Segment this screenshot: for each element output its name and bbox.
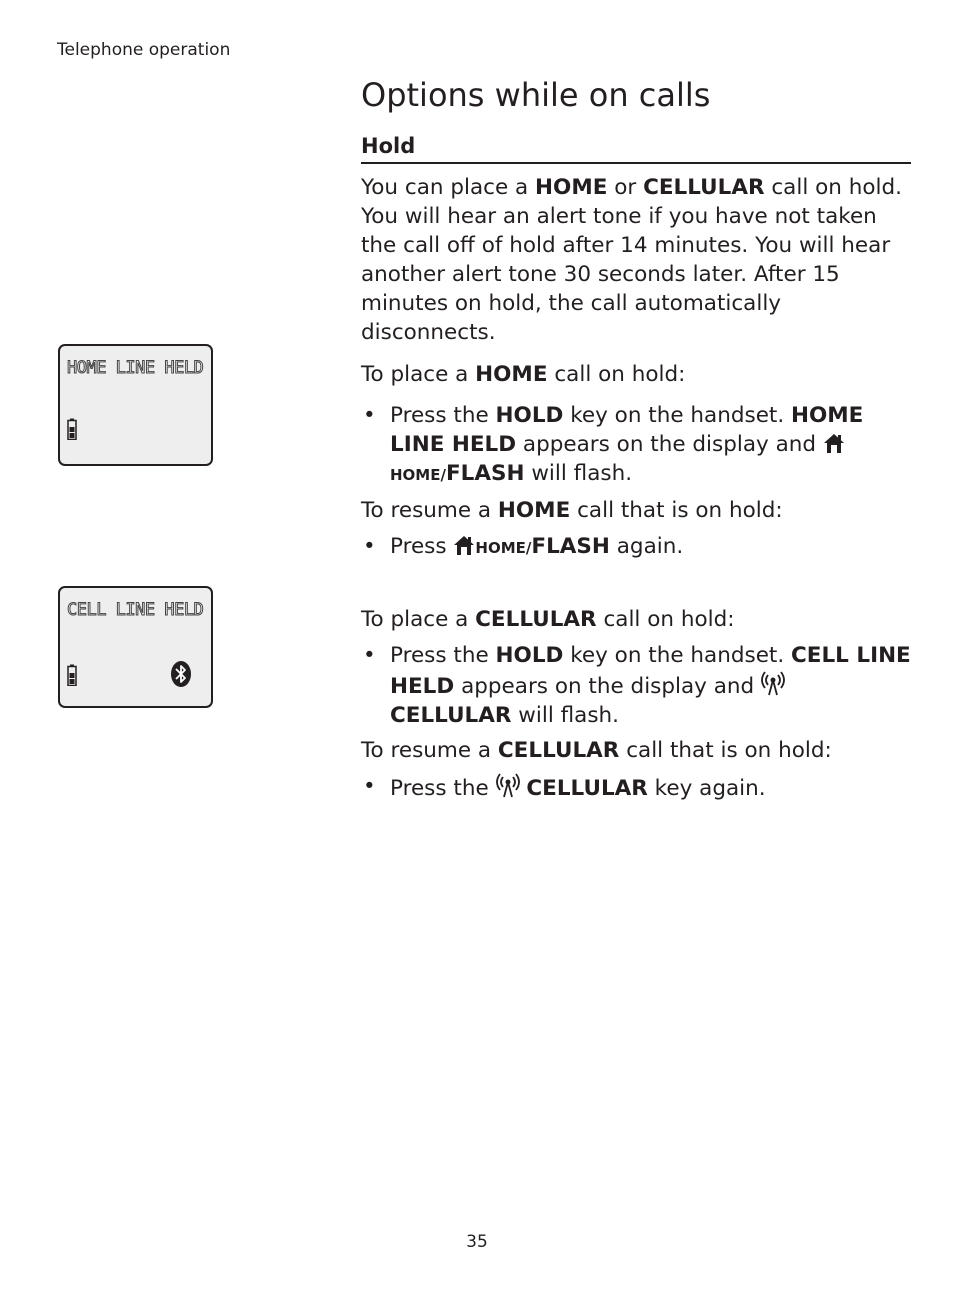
key-home: HOME	[497, 498, 571, 523]
text: To resume a	[361, 738, 498, 763]
list-item	[361, 772, 911, 803]
text: call that is on hold:	[570, 498, 783, 523]
display-text-cell-line-held: CELL LINE HELD	[390, 643, 911, 699]
key-home-label: HOME/	[390, 466, 446, 484]
text: call on hold:	[596, 607, 735, 632]
text: To place a	[361, 607, 476, 632]
key-cellular: CELLULAR	[497, 738, 620, 763]
text: Press the	[390, 643, 496, 668]
text: You can place a	[361, 175, 536, 200]
lcd-text: HOME LINE HELD	[67, 358, 204, 378]
key-cellular: CELLULAR	[643, 175, 765, 200]
text: call that is on hold:	[619, 738, 832, 763]
display-text-home-line-held: HOME LINE HELD	[390, 403, 864, 457]
home-resume-steps	[361, 532, 911, 563]
running-header: Telephone operation	[57, 40, 231, 60]
battery-icon	[67, 664, 77, 686]
key-home: HOME	[475, 362, 548, 387]
text: appears on the display and	[516, 432, 823, 457]
key-flash-label: FLASH	[531, 534, 610, 559]
page-title: Options while on calls	[361, 76, 711, 114]
home-icon	[823, 432, 845, 454]
home-hold-steps	[361, 401, 911, 490]
cell-hold-lead	[361, 605, 911, 634]
key-home-label: HOME/	[475, 539, 532, 557]
list-item	[361, 641, 911, 730]
cell-hold-steps	[361, 641, 911, 730]
home-resume-lead	[361, 496, 911, 525]
home-hold-lead	[361, 360, 911, 389]
text: key again.	[647, 776, 766, 801]
key-hold: HOLD	[495, 403, 564, 428]
cell-resume-lead	[361, 736, 911, 765]
page-number: 35	[466, 1232, 488, 1252]
section-heading-hold: Hold	[361, 134, 911, 164]
text: call on hold. You will hear an alert tone if you have not taken the call off of hold after 14 minutes. You will hear another alert tone 30 seconds later. After 15 minutes on hold, the call automatically disconnects.	[361, 175, 902, 345]
list-item	[361, 532, 911, 563]
home-flash-key	[453, 534, 609, 559]
lcd-text: CELL LINE HELD	[67, 600, 204, 620]
list-item	[361, 401, 911, 490]
text: or	[607, 175, 644, 200]
text: will flash.	[511, 703, 620, 728]
text: will flash.	[524, 461, 633, 486]
intro-paragraph	[361, 173, 911, 347]
text: To place a	[361, 362, 476, 387]
cellular-icon	[761, 670, 785, 696]
key-cellular: CELLULAR	[390, 703, 512, 728]
text: Press the	[390, 403, 496, 428]
text: call on hold:	[547, 362, 686, 387]
key-flash-label: FLASH	[445, 461, 525, 486]
home-icon	[453, 534, 475, 556]
bluetooth-icon	[170, 660, 192, 688]
text: To resume a	[361, 498, 498, 523]
text: Press the	[390, 776, 496, 801]
text: Press	[390, 534, 454, 559]
text: key on the handset.	[563, 403, 792, 428]
hold-instructions	[361, 173, 911, 803]
key-home: HOME	[535, 175, 608, 200]
cell-resume-steps	[361, 772, 911, 803]
lcd-display-cell-line-held	[58, 586, 213, 708]
key-cellular: CELLULAR	[526, 776, 648, 801]
lcd-display-home-line-held	[58, 344, 213, 466]
text: again.	[609, 534, 684, 559]
battery-icon	[67, 418, 77, 440]
key-hold: HOLD	[495, 643, 564, 668]
text: key on the handset.	[563, 643, 792, 668]
cellular-icon	[496, 772, 520, 798]
text: appears on the display and	[454, 674, 762, 699]
key-cellular: CELLULAR	[475, 607, 597, 632]
